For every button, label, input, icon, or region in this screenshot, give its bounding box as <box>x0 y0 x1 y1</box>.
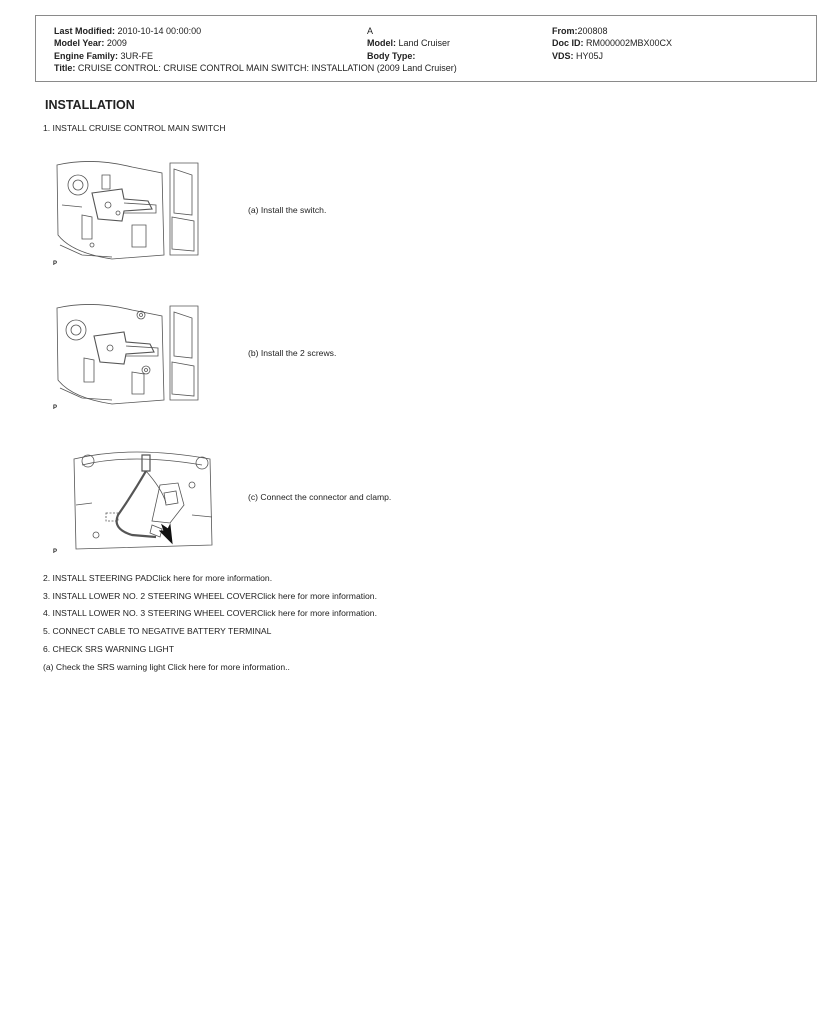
step-5: 5. CONNECT CABLE TO NEGATIVE BATTERY TERMINAL <box>43 626 272 636</box>
step-2: 2. INSTALL STEERING PADClick here for more information. <box>43 573 273 583</box>
step-4: 4. INSTALL LOWER NO. 3 STEERING WHEEL COVERClick here for more information. <box>43 608 377 618</box>
switch-install-diagram-icon <box>52 155 202 265</box>
figure-caption-c: (c) Connect the connector and clamp. <box>248 492 392 502</box>
model-year-label: Model Year: <box>54 38 105 48</box>
last-modified-value: 2010-10-14 00:00:00 <box>117 26 202 36</box>
engine-family-label: Engine Family: <box>54 51 119 61</box>
engine-family-value: 3UR-FE <box>120 51 154 61</box>
screws-install-diagram-icon <box>52 300 202 410</box>
vds-value: HY05J <box>576 51 604 61</box>
doc-id-value: RM000002MBX00CX <box>586 38 673 48</box>
doc-title-value: CRUISE CONTROL: CRUISE CONTROL MAIN SWITCH: INSTALLATION (2009 Land Cruiser) <box>77 63 457 73</box>
model-year <box>54 37 127 49</box>
model <box>367 37 450 49</box>
vds-label: VDS: <box>552 51 574 61</box>
from-value: 200808 <box>577 26 608 36</box>
model-value: Land Cruiser <box>398 38 451 48</box>
body-type <box>367 50 415 62</box>
figure-switch-install <box>52 155 202 265</box>
figure-caption-b: (b) Install the 2 screws. <box>248 348 337 358</box>
from-label: From: <box>552 26 578 36</box>
connector-clamp-diagram-icon <box>52 445 217 555</box>
body-type-label: Body Type: <box>367 51 416 61</box>
vds <box>552 50 603 62</box>
figure-corner-label: P <box>53 405 58 411</box>
figure-connector-clamp <box>52 445 217 555</box>
model-year-value: 2009 <box>106 38 127 48</box>
doc-title-label: Title: <box>54 63 76 73</box>
figure-caption-a: (a) Install the switch. <box>248 205 327 215</box>
last-modified-label: Last Modified: <box>54 26 115 36</box>
step-6: 6. CHECK SRS WARNING LIGHT <box>43 644 174 654</box>
engine-family <box>54 50 153 62</box>
model-label: Model: <box>367 38 396 48</box>
doc-id-label: Doc ID: <box>552 38 584 48</box>
figure-corner-label: P <box>53 549 58 555</box>
last-modified <box>54 25 201 37</box>
step-6a: (a) Check the SRS warning light Click here for more information.. <box>43 662 290 672</box>
doc-id <box>552 37 672 49</box>
figure-screws-install <box>52 300 202 410</box>
step-1: 1. INSTALL CRUISE CONTROL MAIN SWITCH <box>43 123 226 133</box>
mid-code-value: A <box>367 26 374 36</box>
section-heading: INSTALLATION <box>45 98 135 112</box>
step-3: 3. INSTALL LOWER NO. 2 STEERING WHEEL COVERClick here for more information. <box>43 591 377 601</box>
mid-code <box>367 25 373 37</box>
from <box>552 25 608 37</box>
doc-title <box>54 62 457 74</box>
figure-corner-label: P <box>53 261 58 267</box>
